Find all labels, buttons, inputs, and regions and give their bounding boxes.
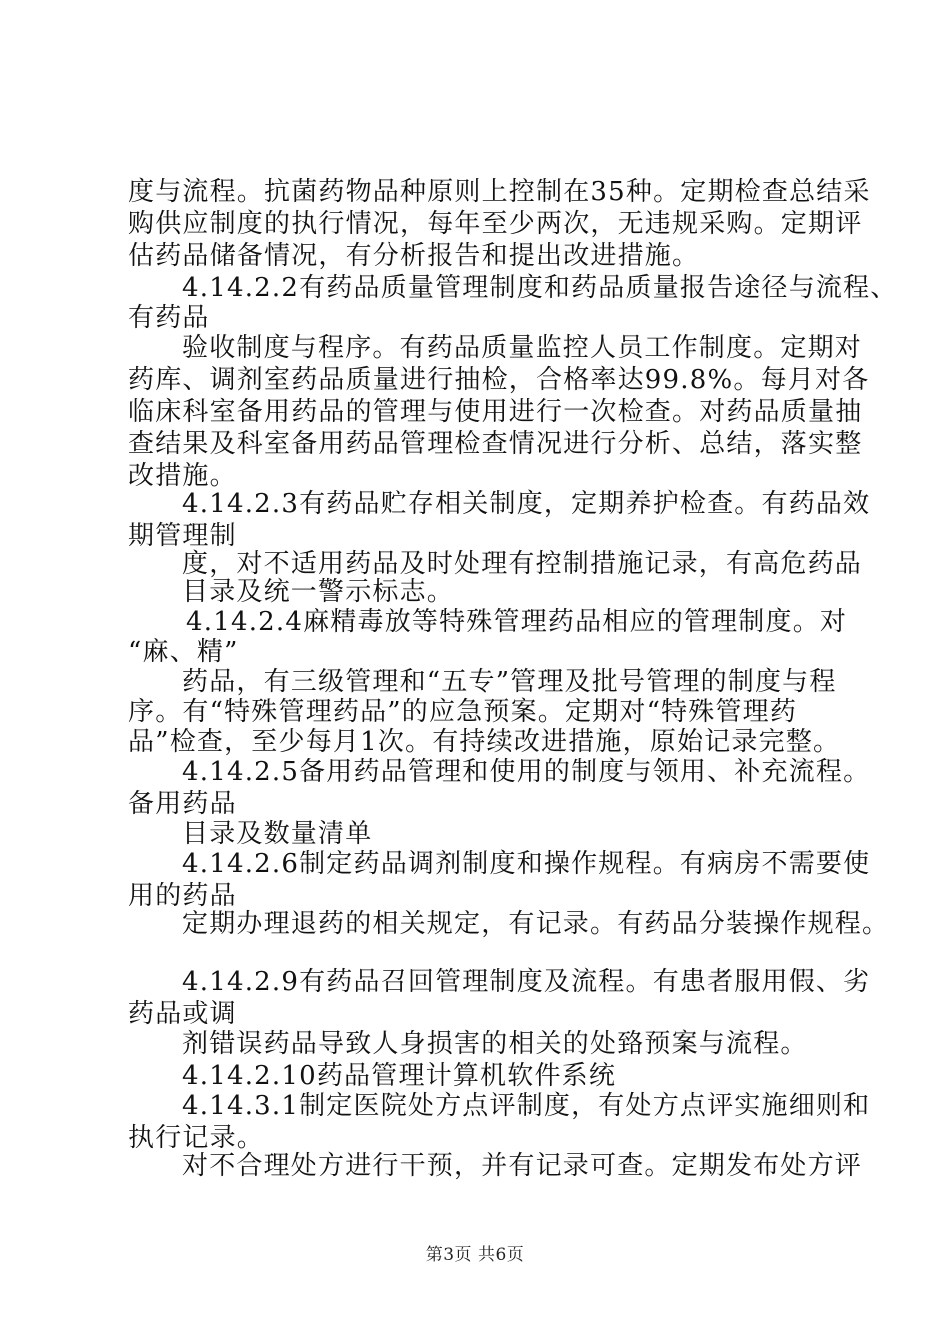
text-line: 改措施。 bbox=[128, 461, 237, 491]
text-line: 序。有“特殊管理药品”的应急预案。定期对“特殊管理药 bbox=[128, 697, 798, 727]
text-line: 4.14.2.3有药品贮存相关制度，定期养护检查。有药品效 bbox=[182, 489, 871, 519]
text-line: 药库、调剂室药品质量进行抽检，合格率达99.8%。每月对各 bbox=[128, 365, 870, 395]
text-line: “麻、精” bbox=[128, 637, 239, 667]
text-line: 4.14.2.5备用药品管理和使用的制度与领用、补充流程。 bbox=[182, 757, 871, 787]
text-line: 期管理制 bbox=[128, 521, 237, 551]
text-line: 4.14.2.6制定药品调剂制度和操作规程。有病房不需要使 bbox=[182, 849, 871, 879]
text-line: 度与流程。抗菌药物品种原则上控制在35种。定期检查总结采 bbox=[128, 177, 871, 207]
text-line: 度，对不适用药品及时处理有控制措施记录，有高危药品 bbox=[182, 549, 863, 579]
text-line: 4.14.3.1制定医院处方点评制度，有处方点评实施细则和 bbox=[182, 1091, 871, 1121]
text-line: 药品或调 bbox=[128, 999, 237, 1029]
text-line: 备用药品 bbox=[128, 789, 237, 819]
text-line: 购供应制度的执行情况，每年至少两次，无违规采购。定期评 bbox=[128, 209, 863, 239]
text-line: 定期办理退药的相关规定，有记录。有药品分装操作规程。 bbox=[182, 909, 890, 939]
text-line: 品”检查，至少每月1次。有持续改进措施，原始记录完整。 bbox=[128, 727, 841, 757]
text-line: 剂错误药品导致人身损害的相关的处臵预案与流程。 bbox=[182, 1029, 808, 1059]
text-line: 目录及统一警示标志。 bbox=[182, 577, 455, 607]
text-line: 4.14.2.9有药品召回管理制度及流程。有患者服用假、劣 bbox=[182, 967, 871, 997]
text-line: 执行记录。 bbox=[128, 1123, 265, 1153]
page-number-footer: 第3页 共6页 bbox=[425, 1245, 525, 1265]
text-line: 临床科室备用药品的管理与使用进行一次检查。对药品质量抽 bbox=[128, 397, 863, 427]
text-line: 4.14.2.2有药品质量管理制度和药品质量报告途径与流程、 bbox=[182, 273, 898, 303]
text-line: 4.14.2.4麻精毒放等特殊管理药品相应的管理制度。对 bbox=[186, 607, 848, 637]
text-line: 目录及数量清单 bbox=[182, 819, 373, 849]
text-line: 用的药品 bbox=[128, 881, 237, 911]
text-line: 对不合理处方进行干预，并有记录可查。定期发布处方评 bbox=[182, 1151, 863, 1181]
text-line: 估药品储备情况，有分析报告和提出改进措施。 bbox=[128, 241, 700, 271]
text-line: 药品，有三级管理和“五专”管理及批号管理的制度与程 bbox=[182, 667, 837, 697]
text-line: 有药品 bbox=[128, 303, 210, 333]
text-line: 验收制度与程序。有药品质量监控人员工作制度。定期对 bbox=[182, 333, 863, 363]
text-line: 4.14.2.10药品管理计算机软件系统 bbox=[182, 1061, 617, 1091]
text-line: 查结果及科室备用药品管理检查情况进行分析、总结，落实整 bbox=[128, 429, 863, 459]
